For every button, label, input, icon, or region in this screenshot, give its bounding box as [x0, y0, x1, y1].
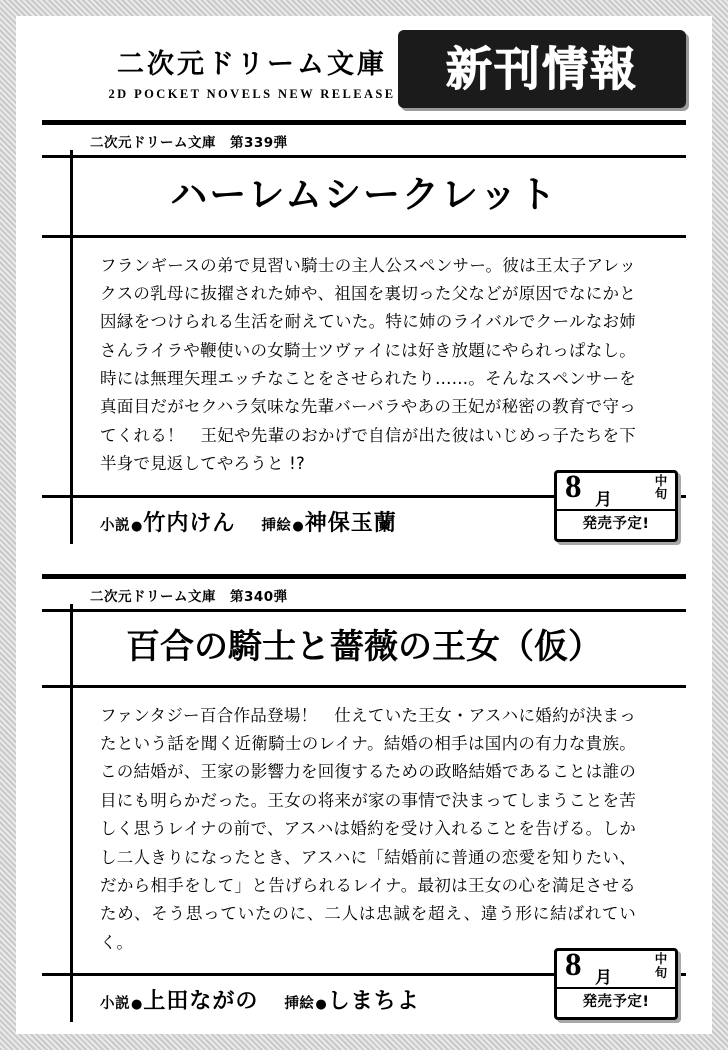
- book-title: ハーレムシークレット: [170, 173, 558, 216]
- credit-author: [100, 506, 235, 537]
- book-description: フランギースの弟で見習い騎士の主人公スペンサー。彼は王太子アレックスの乳母に抜擢された姉や、祖国を裏切った父などが原因でなにかと因縁をつけられる生活を耐えていた。特に姉のライバルでクールなお姉さんライラや鞭使いの女騎士ツヴァイには好き放題にやられっぱなし。時には無理矢理エッチなことをさせられたり……。そんなスペンサーを真面目だがセクハラ気味な先輩バーバラやあの王妃が秘密の教育で守ってくれる！ 王妃や先輩のおかげで自信が出た彼はいじめっ子たちを下半身で見返してやろうと !?: [100, 255, 636, 474]
- credit-author-label: 小説: [100, 517, 130, 534]
- series-label: 二次元ドリーム文庫 第339弾: [90, 135, 288, 151]
- release-note: 発売予定!: [582, 994, 650, 1011]
- book-credits-box: [42, 468, 686, 544]
- book-entry-2: [42, 574, 686, 1022]
- bullet-icon: ●: [292, 518, 304, 534]
- book-description: ファンタジー百合作品登場！ 仕えていた王女・アスハに婚約が決まったという話を聞く近衛騎士のレイナ。結婚の相手は国内の有力な貴族。この結婚が、王家の影響力を回復するための政略結婚であることは誰の目にも明らかだった。王女の将来が家の事情で決まってしまうことを苦しく思うレイナの前で、アスハは婚約を受け入れることを告げる。しかし二人きりになったとき、アスハに「結婚前に普通の恋愛を知りたい、だから相手をして」と告げられるレイナ。最初は王女の心を満足させるため、そう思っていたのに、二人は忠誠を超え、違う形に結ばれていく。: [100, 705, 636, 952]
- book-credits: [100, 506, 397, 537]
- credit-illustrator: [261, 506, 396, 537]
- release-date-stamp: [554, 470, 678, 542]
- series-label-row: [42, 579, 686, 612]
- page-content: [16, 16, 712, 1034]
- book-credits: [100, 984, 420, 1015]
- book-credits-box: [42, 947, 686, 1022]
- credit-illustrator-name: 神保玉蘭: [304, 510, 397, 536]
- book-title-box: [42, 612, 686, 688]
- book-title-box: [42, 158, 686, 238]
- credit-author-name: 竹内けん: [143, 510, 236, 536]
- bullet-icon: ●: [131, 518, 143, 534]
- book-description-box: [42, 688, 686, 976]
- release-month: 8: [565, 947, 582, 984]
- bullet-icon: ●: [131, 997, 143, 1013]
- release-month-unit: 月: [595, 489, 612, 510]
- release-month-unit: 月: [595, 968, 612, 989]
- credit-illustrator: [284, 984, 419, 1015]
- masthead-logo: [94, 42, 410, 102]
- credit-illustrator-label: 挿絵: [261, 517, 292, 534]
- release-date-top: [557, 947, 675, 989]
- release-date-stamp: [554, 948, 678, 1020]
- masthead: [42, 28, 686, 120]
- release-period: 中旬: [654, 951, 668, 980]
- credit-illustrator-name: しまちよ: [327, 989, 420, 1015]
- new-release-badge: [398, 30, 686, 108]
- series-label-row: [42, 125, 686, 158]
- book-title: 百合の騎士と薔薇の王女（仮）: [126, 626, 602, 667]
- book-entry-1: [42, 120, 686, 544]
- masthead-jp-title: 二次元ドリーム文庫: [117, 49, 387, 80]
- release-note: 発売予定!: [582, 515, 650, 532]
- release-period: 中旬: [654, 472, 668, 502]
- credit-illustrator-label: 挿絵: [284, 996, 315, 1013]
- credit-author-label: 小説: [100, 996, 130, 1013]
- new-release-badge-label: 新刊情報: [446, 42, 638, 96]
- book-description-box: [42, 238, 686, 498]
- series-label: 二次元ドリーム文庫 第340弾: [90, 588, 288, 605]
- masthead-badge-area: [396, 28, 686, 114]
- credit-author: [100, 984, 258, 1015]
- credit-author-name: 上田ながの: [143, 989, 259, 1015]
- masthead-en-subtitle: 2D POCKET NOVELS NEW RELEASE: [108, 87, 396, 101]
- bullet-icon: ●: [315, 997, 327, 1013]
- release-month: 8: [565, 468, 582, 505]
- release-date-top: [557, 468, 675, 511]
